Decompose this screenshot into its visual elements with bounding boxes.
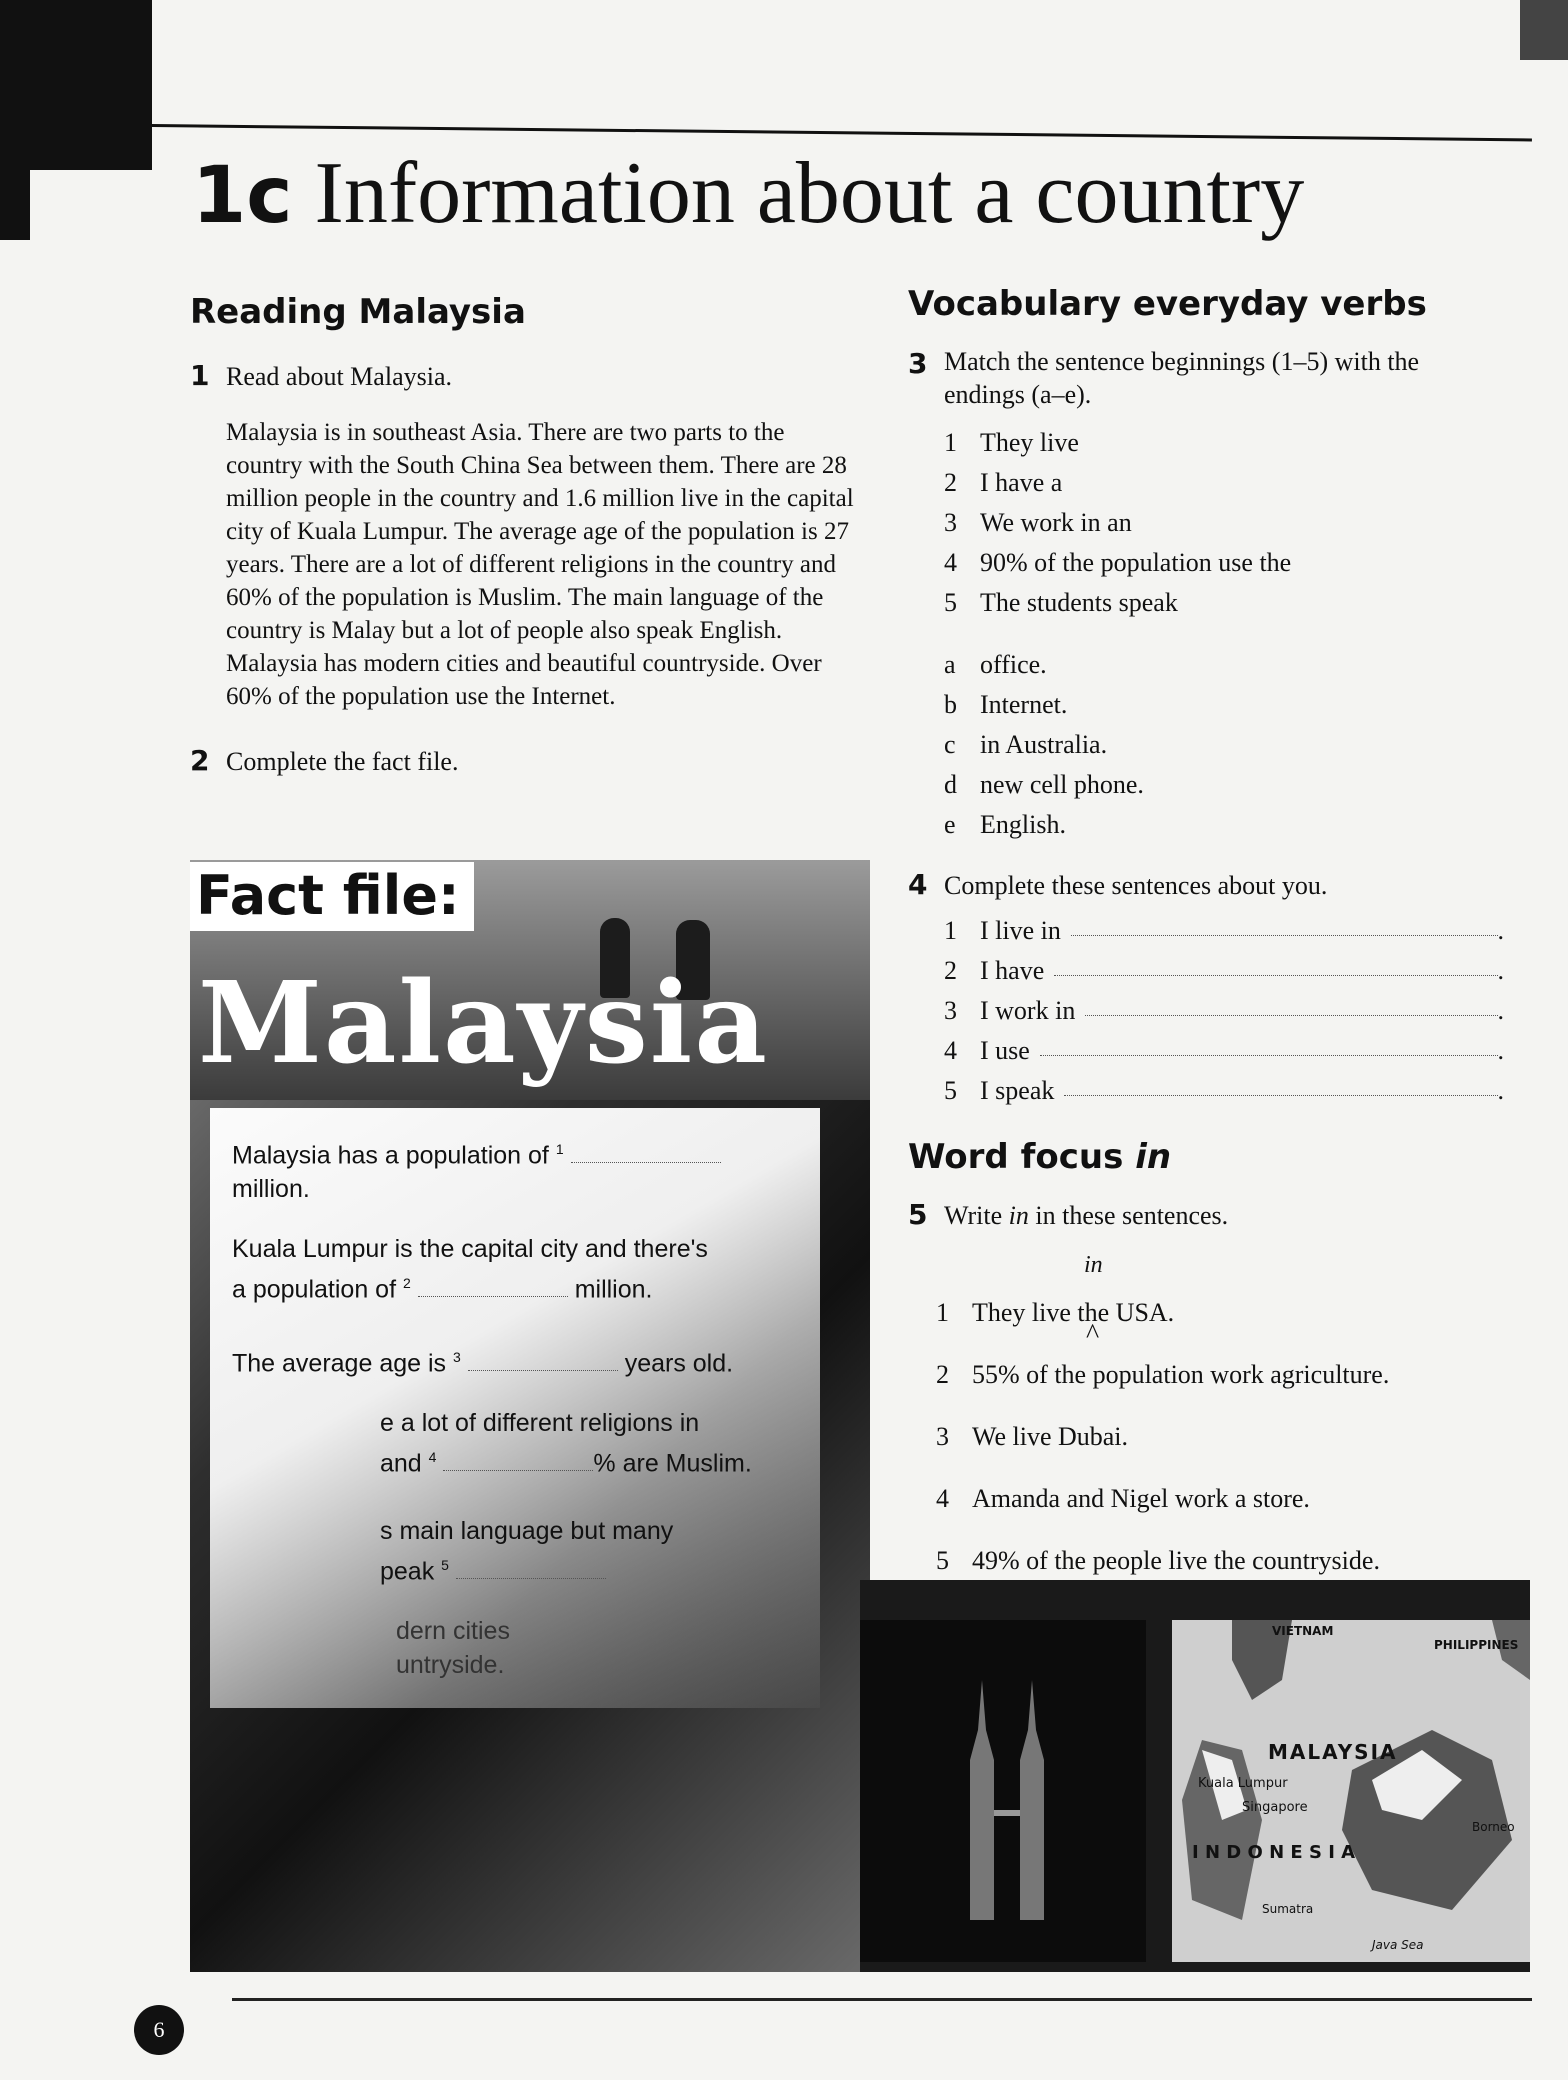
fact-file-card xyxy=(210,1108,820,1708)
reading-heading: Reading Malaysia xyxy=(190,292,526,332)
list-item: 5 49% of the people live the countryside. xyxy=(936,1546,1380,1575)
list-item: 5 The students speak xyxy=(944,588,1178,617)
map-label: Sumatra xyxy=(1262,1902,1314,1916)
list-item: 1 I live in . xyxy=(944,911,1504,951)
gap-number: 2 xyxy=(402,1275,411,1291)
bottom-rule xyxy=(232,1998,1532,2001)
fact-line-3: The average age is $^3$ years old. xyxy=(232,1340,812,1380)
map-icon xyxy=(1172,1620,1530,1962)
list-item: b Internet. xyxy=(944,690,1068,719)
list-item: 3 I work in . xyxy=(944,991,1504,1031)
question-2 xyxy=(190,743,870,779)
fact-line-6: dern cities untryside. xyxy=(396,1617,510,1679)
gap-number: 3 xyxy=(452,1349,461,1365)
question-text: Complete these sentences about you. xyxy=(944,871,1328,900)
question-text: Match the sentence beginnings (1–5) with the endings (a–e). xyxy=(944,347,1420,409)
map-label: MALAYSIA xyxy=(1268,1740,1398,1764)
vocabulary-heading: Vocabulary everyday verbs xyxy=(908,284,1427,324)
list-item: 2 I have a xyxy=(944,468,1063,497)
question-number: 4 xyxy=(908,868,928,901)
map-label: VIETNAM xyxy=(1272,1624,1334,1638)
map-label: Kuala Lumpur xyxy=(1198,1776,1288,1791)
word-focus-heading: Word focus in xyxy=(908,1136,1172,1177)
answer-blank[interactable] xyxy=(418,1272,568,1297)
map-label: PHILIPPINES xyxy=(1434,1638,1519,1652)
page-number: 6 xyxy=(134,2005,184,2055)
list-item: 2 I have . xyxy=(944,951,1504,991)
answer-blank[interactable] xyxy=(1054,951,1497,976)
list-item: 2 55% of the population work agriculture. xyxy=(936,1360,1390,1389)
answer-blank[interactable] xyxy=(1085,991,1497,1016)
about-you-list xyxy=(944,911,1504,1111)
fact-line-5: s main language but many peak $^5$ xyxy=(380,1517,674,1586)
fact-file-country: Malaysia xyxy=(198,958,769,1089)
list-item: 5 I speak . xyxy=(944,1071,1504,1111)
caret-mark: ^ xyxy=(1086,1319,1100,1350)
reading-section xyxy=(190,292,870,778)
beginnings-list xyxy=(944,423,1508,623)
lesson-number: 1c xyxy=(192,151,293,241)
list-item: 1 They live the USA. ^ xyxy=(936,1282,1508,1344)
malaysia-map xyxy=(1172,1620,1530,1962)
map-label: Singapore xyxy=(1242,1800,1308,1815)
insert-word: in xyxy=(1084,1252,1103,1278)
vocabulary-section xyxy=(908,284,1508,1592)
corner-tab xyxy=(0,0,152,170)
towers-icon xyxy=(860,1620,1146,1962)
list-item: 3 We work in an xyxy=(944,508,1132,537)
lesson-title: Information about a country xyxy=(314,145,1305,242)
list-item: d new cell phone. xyxy=(944,770,1144,799)
gap-number: 5 xyxy=(441,1557,449,1573)
question-text: Complete the fact file. xyxy=(226,746,459,776)
example-insert xyxy=(908,1232,1508,1282)
list-item: e English. xyxy=(944,810,1066,839)
map-label: I N D O N E S I A xyxy=(1192,1842,1356,1863)
answer-blank[interactable] xyxy=(443,1446,593,1471)
list-item: a office. xyxy=(944,650,1047,679)
question-number: 1 xyxy=(190,359,210,392)
list-item: 4 90% of the population use the xyxy=(944,548,1292,577)
map-label: Borneo xyxy=(1472,1820,1515,1834)
answer-blank[interactable] xyxy=(456,1554,606,1579)
word-focus-list xyxy=(936,1282,1508,1592)
question-5: 5 Write in in these sentences. xyxy=(908,1197,1229,1231)
question-number: 5 xyxy=(908,1197,928,1231)
answer-blank[interactable] xyxy=(468,1346,618,1371)
answer-blank[interactable] xyxy=(1040,1031,1498,1056)
fact-line-2: Kuala Lumpur is the capital city and there's a population of $^2$ million. xyxy=(232,1235,708,1304)
page-corner-shadow xyxy=(1520,0,1568,60)
page-title xyxy=(192,145,1305,242)
petronas-towers-photo xyxy=(860,1620,1146,1962)
fact-file-label: Fact file: xyxy=(190,862,474,931)
list-item: 4 I use . xyxy=(944,1031,1504,1071)
gap-number: 1 xyxy=(555,1141,564,1157)
question-1 xyxy=(190,358,870,394)
corner-tab-edge xyxy=(0,170,30,240)
fact-line-1: Malaysia has a population of $^1$ million. xyxy=(232,1132,792,1206)
list-item: 4 Amanda and Nigel work a store. xyxy=(936,1484,1310,1513)
top-rule xyxy=(152,124,1532,141)
fact-line-4: e a lot of different religions in and $^4$ % are Muslim. xyxy=(380,1409,752,1478)
list-item: c in Australia. xyxy=(944,730,1108,759)
answer-blank[interactable] xyxy=(1071,911,1498,936)
question-text: Read about Malaysia. xyxy=(226,362,452,391)
answer-blank[interactable] xyxy=(571,1138,721,1163)
list-item: 1 They live xyxy=(944,428,1079,457)
question-4 xyxy=(908,867,1508,903)
reading-passage: Malaysia is in southeast Asia. There are two parts to the country with the South China Sea between them. There are 28 million people in the country and 1.6 million live in the capital city of Kuala Lumpur. The average age of the population is 27 years. There are a lot of different religions in the country and 60% of the population is Muslim. The main language of the country is Malay but a lot of people also speak English. Malaysia has modern cities and beautiful countryside. Over 60% of the population use the Internet. xyxy=(226,418,854,710)
gap-number: 4 xyxy=(428,1449,437,1465)
question-number: 3 xyxy=(908,347,928,380)
question-number: 2 xyxy=(190,743,210,777)
list-item: 3 We live Dubai. xyxy=(936,1422,1129,1451)
answer-blank[interactable] xyxy=(1064,1071,1497,1096)
endings-list xyxy=(944,645,1508,845)
question-3 xyxy=(908,346,1508,411)
map-label: Java Sea xyxy=(1372,1938,1424,1952)
